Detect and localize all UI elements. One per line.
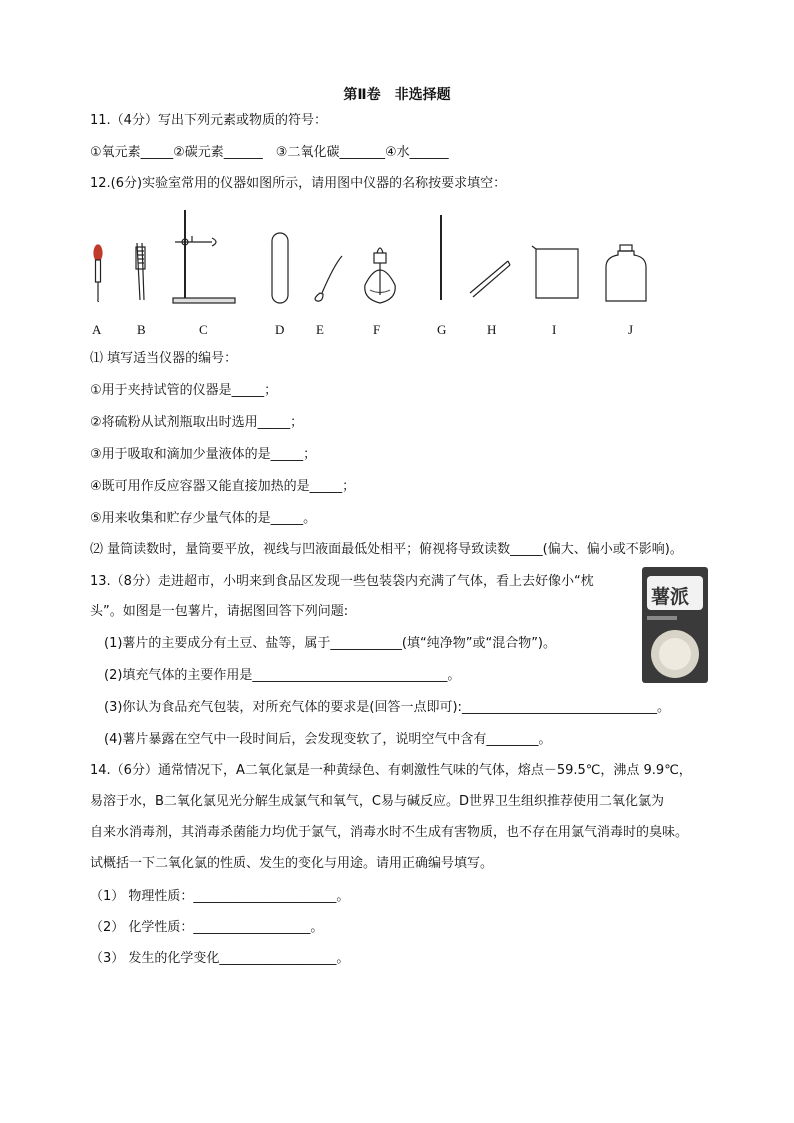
instrument-label: J [628, 322, 634, 337]
instrument-label: E [316, 322, 324, 337]
tweezers-icon [470, 261, 510, 297]
q12-item: ④既可用作反应容器又能直接加热的是_____； [90, 479, 356, 494]
q12-sub2: ⑵ 量筒读数时，量筒要平放，视线与凹液面最低处相平；俯视将导致读数_____(偏大、偏小或不影响)。 [90, 542, 683, 557]
instrument-label: G [437, 322, 447, 337]
instrument-label: C [199, 322, 208, 337]
q13-item: (4)薯片暴露在空气中一段时间后，会发现变软了，说明空气中含有________。 [104, 732, 552, 747]
q12-header: 12.(6分)实验室常用的仪器如图所示，请用图中仪器的名称按要求填空： [90, 176, 507, 191]
q12-sub1: ⑴ 填写适当仪器的编号： [90, 351, 238, 366]
q14-line: 14.（6分）通常情况下，A二氧化氯是一种黄绿色、有刺激性气味的气体，熔点－59.5℃，沸点 9.9℃， [90, 763, 692, 778]
q12-item: ③用于吸取和滴加少量液体的是_____； [90, 447, 317, 462]
iron-stand-icon [173, 210, 235, 303]
lab-instruments-figure [80, 205, 660, 340]
q14-item: （1） 物理性质：______________________。 [90, 889, 350, 904]
chips-brand-text: 薯派 [651, 586, 690, 608]
q14-line: 自来水消毒剂，其消毒杀菌能力均优于氯气，消毒水时不生成有害物质，也不存在用氯气消毒时的臭味。 [90, 825, 689, 840]
test-tube-clamp-icon [136, 243, 145, 300]
instrument-label: F [373, 322, 381, 337]
q14-item: （2） 化学性质：__________________。 [90, 920, 324, 935]
spatula-icon [315, 256, 342, 301]
beaker-icon [532, 246, 578, 298]
instrument-label: H [487, 322, 497, 337]
q14-line: 试概括一下二氧化氯的性质、发生的变化与用途。请用正确编号填写。 [90, 856, 494, 871]
section-title: 第Ⅱ卷 非选择题 [343, 87, 451, 103]
q13-line1: 13.（8分）走进超市，小明来到食品区发现一些包装袋内充满了气体，看上去好像小“枕 [90, 574, 594, 589]
q13-item: (2)填充气体的主要作用是______________________________。 [104, 668, 461, 683]
q13-item: (1)薯片的主要成分有土豆、盐等，属于___________(填“纯净物”或“混合物”)。 [104, 636, 556, 651]
q13-line2: 头”。如图是一包薯片，请据图回答下列问题: [90, 604, 349, 619]
q11-header: 11.（4分）写出下列元素或物质的符号： [90, 113, 327, 128]
q14-item: （3） 发生的化学变化__________________。 [90, 951, 350, 966]
gas-collecting-bottle-icon [606, 245, 646, 301]
q13-item: (3)你认为食品充气包装，对所充气体的要求是(回答一点即可):______________________________。 [104, 700, 670, 715]
instrument-label: A [92, 322, 102, 337]
q12-item: ②将硫粉从试剂瓶取出时选用_____； [90, 415, 304, 430]
chips-package-image [641, 566, 709, 684]
q12-item: ①用于夹持试管的仪器是_____； [90, 383, 278, 398]
test-tube-icon [272, 233, 288, 303]
instrument-label: I [552, 322, 557, 337]
alcohol-lamp-icon [365, 248, 395, 303]
instrument-label: B [137, 322, 146, 337]
q11-blanks: ①氧元素_____②碳元素______ ③二氧化碳_______④水______ [90, 145, 449, 160]
instrument-label: D [275, 322, 285, 337]
q12-item: ⑤用来收集和贮存少量气体的是_____。 [90, 511, 317, 526]
dropper-icon [94, 245, 102, 302]
instruments-drawing [80, 205, 660, 315]
q14-line: 易溶于水，B二氧化氯见光分解生成氯气和氧气，C易与碱反应。D世界卫生组织推荐使用二氧化氯为 [90, 794, 665, 809]
